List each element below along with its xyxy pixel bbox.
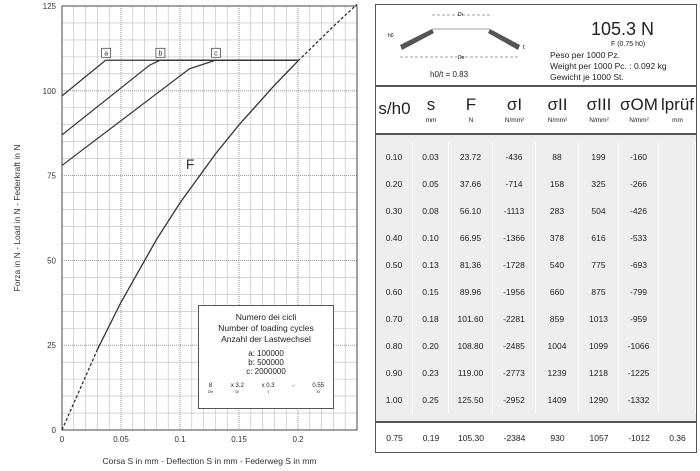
table-cell: 0.90 bbox=[376, 359, 413, 386]
table-cell: 0.05 bbox=[413, 170, 449, 197]
summary-cell: 105.30 bbox=[458, 432, 484, 443]
series-label-F: F bbox=[185, 155, 195, 172]
summary-row bbox=[376, 421, 696, 452]
table-cell: 1409 bbox=[536, 386, 579, 413]
table-cell: 1218 bbox=[579, 359, 619, 386]
table-cell: 158 bbox=[536, 170, 579, 197]
column-header: σII N/mm² bbox=[536, 87, 579, 133]
table-cell: -1332 bbox=[619, 386, 659, 413]
table-cell: 0.03 bbox=[413, 143, 449, 170]
table-cell: 859 bbox=[536, 305, 579, 332]
table-cell: 0.30 bbox=[376, 197, 413, 224]
weight-label-en: Weight per 1000 Pc. : 0.092 kg bbox=[550, 61, 667, 71]
table-cell bbox=[659, 386, 696, 413]
table-cell: 0.25 bbox=[413, 386, 449, 413]
y-tick-label: 100 bbox=[42, 86, 56, 96]
column-header: F N bbox=[449, 87, 493, 133]
dimension-1: x 3.2 Di bbox=[230, 383, 244, 394]
table-cell: -799 bbox=[619, 278, 659, 305]
x-tick-label: 0.15 bbox=[231, 435, 247, 444]
table-cell: 1099 bbox=[579, 332, 619, 359]
table-cell: 0.70 bbox=[376, 305, 413, 332]
x-tick-label: 0.1 bbox=[174, 435, 186, 444]
di-label: Di bbox=[458, 12, 463, 18]
table-cell: 23.72 bbox=[449, 143, 493, 170]
series-F-start-dashed bbox=[62, 350, 97, 430]
table-cell: 0.40 bbox=[376, 224, 413, 251]
dimension-0: 8 De bbox=[207, 383, 214, 394]
h0-t-ratio: h0/t = 0.83 bbox=[430, 70, 469, 79]
weight-label-de: Gewicht je 1000 St. bbox=[550, 72, 624, 82]
weight-info bbox=[550, 50, 667, 83]
table-cell: -1366 bbox=[493, 224, 536, 251]
table-cell: -2485 bbox=[493, 332, 536, 359]
table-cell: -2281 bbox=[493, 305, 536, 332]
table-cell: 1013 bbox=[579, 305, 619, 332]
table-cell: 108.80 bbox=[449, 332, 493, 359]
table-cell: 875 bbox=[579, 278, 619, 305]
spring-header bbox=[376, 5, 696, 87]
legend-cycles-b: b: 500000 bbox=[248, 358, 284, 367]
table-row bbox=[376, 143, 696, 170]
summary-cell: -1012 bbox=[628, 432, 650, 443]
table-cell: 199 bbox=[579, 143, 619, 170]
table-row bbox=[376, 251, 696, 278]
legend-cycles-a: a: 100000 bbox=[248, 349, 284, 358]
y-tick-label: 0 bbox=[51, 426, 56, 435]
summary-cell: -2384 bbox=[503, 432, 526, 443]
dimension-3: r' bbox=[292, 383, 295, 388]
y-axis-label: Forza in N - Load in N - Federkraft in N bbox=[12, 144, 22, 292]
table-cell: 504 bbox=[579, 197, 619, 224]
table-cell: 125.50 bbox=[449, 386, 493, 413]
table-cell: -1225 bbox=[619, 359, 659, 386]
chart-legend bbox=[198, 305, 334, 409]
table-cell: 0.08 bbox=[413, 197, 449, 224]
table-cell bbox=[659, 197, 696, 224]
legend-line-en: Number of loading cycles bbox=[218, 323, 314, 333]
table-cell: 1239 bbox=[536, 359, 579, 386]
table-cell: 775 bbox=[579, 251, 619, 278]
table-cell bbox=[659, 359, 696, 386]
column-header: s/h0 bbox=[376, 87, 413, 133]
series-label-c: c bbox=[214, 50, 218, 58]
table-cell bbox=[659, 143, 696, 170]
table-cell: -1728 bbox=[493, 251, 536, 278]
table-cell: 540 bbox=[536, 251, 579, 278]
y-tick-label: 50 bbox=[47, 256, 56, 266]
spring-cross-section-diagram bbox=[380, 7, 530, 69]
table-cell: 378 bbox=[536, 224, 579, 251]
table-header bbox=[376, 87, 696, 135]
table-cell: -533 bbox=[619, 224, 659, 251]
table-cell bbox=[659, 224, 696, 251]
table-cell: -1066 bbox=[619, 332, 659, 359]
column-header: σIII N/mm² bbox=[579, 87, 619, 133]
spring-dimensions bbox=[199, 383, 333, 395]
table-row bbox=[376, 386, 696, 413]
legend-cycles-c: c: 2000000 bbox=[246, 367, 286, 376]
table-cell: 89.96 bbox=[449, 278, 493, 305]
table-cell: 0.10 bbox=[413, 224, 449, 251]
column-header: s mm bbox=[413, 87, 449, 133]
table-body bbox=[376, 143, 696, 413]
dimension-4: 0.55 l0 bbox=[312, 383, 325, 394]
table-cell: -1956 bbox=[493, 278, 536, 305]
series-F-extension bbox=[298, 4, 357, 61]
table-cell: 88 bbox=[536, 143, 579, 170]
table-cell bbox=[659, 170, 696, 197]
table-cell: 81.36 bbox=[449, 251, 493, 278]
table-cell: 119.00 bbox=[449, 359, 493, 386]
table-cell bbox=[659, 251, 696, 278]
table-cell: -714 bbox=[493, 170, 536, 197]
table-row bbox=[376, 305, 696, 332]
table-cell: 101.60 bbox=[449, 305, 493, 332]
table-cell: -2952 bbox=[493, 386, 536, 413]
table-cell: 0.80 bbox=[376, 332, 413, 359]
table-cell: 0.15 bbox=[413, 278, 449, 305]
table-cell: 1.00 bbox=[376, 386, 413, 413]
legend-line-de: Anzahl der Lastwechsel bbox=[221, 334, 311, 344]
series-label-a: a bbox=[104, 50, 109, 58]
table-cell: 325 bbox=[579, 170, 619, 197]
x-tick-label: 0 bbox=[59, 435, 65, 444]
summary-cell: 1057 bbox=[589, 432, 609, 443]
table-cell bbox=[659, 278, 696, 305]
summary-cell: 0.75 bbox=[386, 432, 403, 443]
x-tick-label: 0.05 bbox=[113, 435, 129, 444]
summary-cell: 930 bbox=[550, 432, 565, 443]
y-tick-label: 25 bbox=[47, 341, 56, 351]
table-cell: -436 bbox=[493, 143, 536, 170]
table-cell: -266 bbox=[619, 170, 659, 197]
dimension-2: x 0.3 t bbox=[261, 383, 275, 394]
y-tick-label: 75 bbox=[47, 171, 56, 181]
summary-cell: 0.19 bbox=[422, 432, 440, 443]
force-condition: F (0.75 h0) bbox=[611, 41, 646, 48]
table-row bbox=[376, 332, 696, 359]
x-tick-label: 0.2 bbox=[292, 435, 304, 444]
table-cell: 37.66 bbox=[449, 170, 493, 197]
column-header: σI N/mm² bbox=[493, 87, 536, 133]
h0-label: h0 bbox=[388, 33, 394, 39]
t-label: t bbox=[523, 45, 525, 51]
table-cell: 0.20 bbox=[376, 170, 413, 197]
table-cell: 56.10 bbox=[449, 197, 493, 224]
table-cell: -959 bbox=[619, 305, 659, 332]
summary-cell: 0.36 bbox=[669, 432, 686, 443]
table-cell: -1113 bbox=[493, 197, 536, 224]
table-cell: -2773 bbox=[493, 359, 536, 386]
table-cell bbox=[659, 305, 696, 332]
legend-line-it: Numero dei cicli bbox=[235, 312, 297, 322]
force-value: 105.3 N bbox=[591, 19, 655, 39]
x-axis-label: Corsa S in mm - Deflection S in mm - Federweg S in mm bbox=[102, 456, 317, 466]
column-header: lprüf mm bbox=[659, 87, 696, 133]
table-row bbox=[376, 278, 696, 305]
table-row bbox=[376, 359, 696, 386]
series-label-b: b bbox=[158, 50, 163, 58]
table-row bbox=[376, 197, 696, 224]
table-cell: 0.50 bbox=[376, 251, 413, 278]
column-header: σOM N/mm² bbox=[619, 87, 659, 133]
y-tick-label: 125 bbox=[42, 2, 56, 11]
de-label: De bbox=[458, 55, 465, 61]
table-cell: 0.13 bbox=[413, 251, 449, 278]
weight-label-it: Peso per 1000 Pz. bbox=[550, 50, 620, 60]
table-row bbox=[376, 224, 696, 251]
table-cell: -693 bbox=[619, 251, 659, 278]
spring-data-panel bbox=[375, 4, 697, 453]
table-cell: -160 bbox=[619, 143, 659, 170]
table-cell: 1004 bbox=[536, 332, 579, 359]
table-cell: 0.10 bbox=[376, 143, 413, 170]
table-cell bbox=[659, 332, 696, 359]
table-cell: 660 bbox=[536, 278, 579, 305]
table-cell: 616 bbox=[579, 224, 619, 251]
table-cell: 283 bbox=[536, 197, 579, 224]
table-cell: 66.95 bbox=[449, 224, 493, 251]
table-cell: 0.23 bbox=[413, 359, 449, 386]
table-row bbox=[376, 170, 696, 197]
table-cell: 0.18 bbox=[413, 305, 449, 332]
table-cell: -426 bbox=[619, 197, 659, 224]
table-cell: 0.60 bbox=[376, 278, 413, 305]
table-cell: 0.20 bbox=[413, 332, 449, 359]
table-cell: 1290 bbox=[579, 386, 619, 413]
